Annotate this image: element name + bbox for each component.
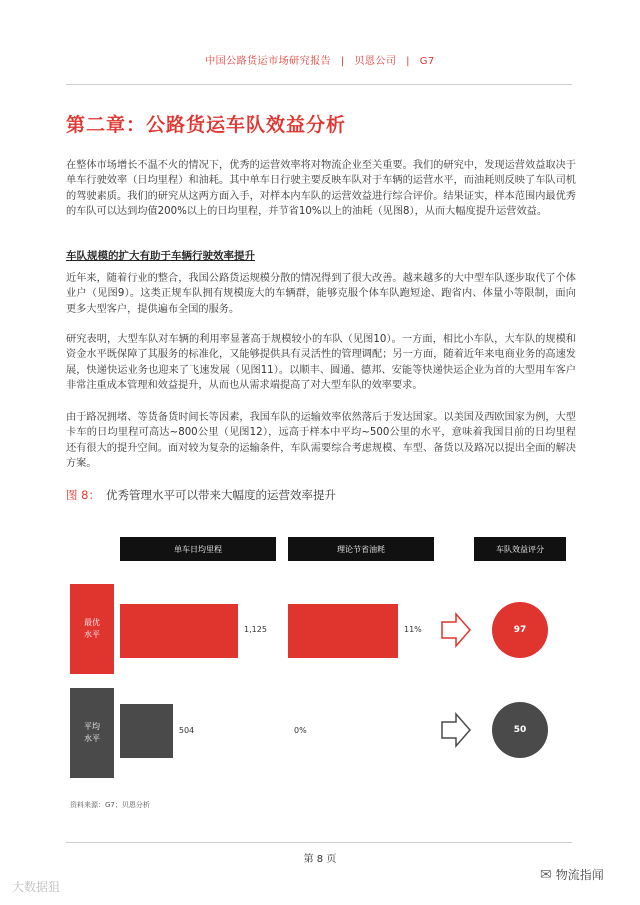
watermark-right <box>540 866 604 883</box>
section-subheading: 车队规模的扩大有助于车辆行驶效率提升 <box>66 250 255 262</box>
watermark-right-text: 物流指闻 <box>555 868 604 882</box>
header-report: 中国公路货运市场研究报告 <box>205 56 332 67</box>
row-label-best: 最优 水平 <box>70 584 114 674</box>
value-mileage-average: 504 <box>178 726 195 735</box>
header-separator: | <box>340 56 345 67</box>
watermark-left: 大数据狙 <box>12 880 61 894</box>
figure-title <box>66 487 336 503</box>
column-header-fuel: 理论节省油耗 <box>288 537 434 561</box>
column-header-score: 车队效益评分 <box>474 537 566 561</box>
bar-mileage-average <box>120 704 173 758</box>
score-circle-best: 97 <box>492 602 548 658</box>
row-label-average: 平均 水平 <box>70 688 114 778</box>
score-circle-average: 50 <box>492 702 548 758</box>
header-separator: | <box>406 56 410 67</box>
page-number: 第 8 页 <box>303 854 337 865</box>
value-fuel-average: 0% <box>294 726 307 735</box>
value-fuel-best: 11% <box>404 625 422 634</box>
chapter-title: 第二章：公路货运车队效益分析 <box>66 114 347 136</box>
bar-fuel-best <box>288 604 398 658</box>
value-mileage-best: 1,125 <box>244 625 267 634</box>
bar-mileage-best <box>120 604 238 658</box>
header-company: 贝恩公司 <box>354 56 397 67</box>
header-rule <box>66 84 572 85</box>
page-header <box>0 52 640 67</box>
column-header-mileage: 单车日均里程 <box>120 537 276 561</box>
figure-number: 图 8： <box>66 488 100 502</box>
right-arrow-icon <box>440 712 472 748</box>
paragraph-1: 在整体市场增长不温不火的情况下，优秀的运营效率将对物流企业至关重要。我们的研究中，发现运营效益取决于单车行驶效率（日均里程）和油耗。其中单车日行驶主要反映车队对于车辆的运营水平，而油耗则反映了车队司机的驾驶素质。我们的研究从这两方面入手，对样本内车队的运营效益进行综合评价。结果证实，样本范围内最优秀的车队可以达到均值200%以上的日均里程，并节省10%以上的油耗（见图8），从而大幅度提升运营效益。 <box>66 160 576 218</box>
wechat-icon: ✉ <box>540 866 552 883</box>
right-arrow-icon <box>440 612 472 648</box>
figure-caption: 优秀管理水平可以带来大幅度的运营效率提升 <box>105 488 336 502</box>
header-partner: G7 <box>419 56 435 67</box>
paragraph-4: 由于路况拥堵、等货备货时间长等因素，我国车队的运输效率依然落后于发达国家。以美国及西欧国家为例，大型卡车的日均里程可高达~800公里（见图12），远高于样本中平均~500公里的水平，意味着我国目前的日均里程还有很大的提升空间。面对较为复杂的运输条件，车队需要综合考虑规模、车型、备货以及路况以提出全面的解决方案。 <box>66 412 576 470</box>
source-note: 资料来源：G7；贝恩分析 <box>70 801 150 809</box>
paragraph-2: 近年来，随着行业的整合，我国公路货运规模分散的情况得到了很大改善。越来越多的大中型车队逐步取代了个体业户（见图9）。这类正规车队拥有规模庞大的车辆群，能够克服个体车队跑短途、跑省内、体量小等限制，面向更多大型客户，提供遍布全国的服务。 <box>66 273 576 315</box>
paragraph-3: 研究表明，大型车队对车辆的利用率显著高于规模较小的车队（见图10）。一方面，相比小车队，大车队的规模和资金水平既保障了其服务的标准化，又能够提供具有灵活性的管理调配；另一方面，随着近年来电商业务的高速发展，快递快运业务也迎来了飞速发展（见图11）。以顺丰、圆通、德邦、安能等快递快运企业为首的大型用车客户非常注重成本管理和效益提升，从而也从需求端提高了对大型车队的效率要求。 <box>66 334 576 392</box>
footer-rule <box>66 842 572 843</box>
